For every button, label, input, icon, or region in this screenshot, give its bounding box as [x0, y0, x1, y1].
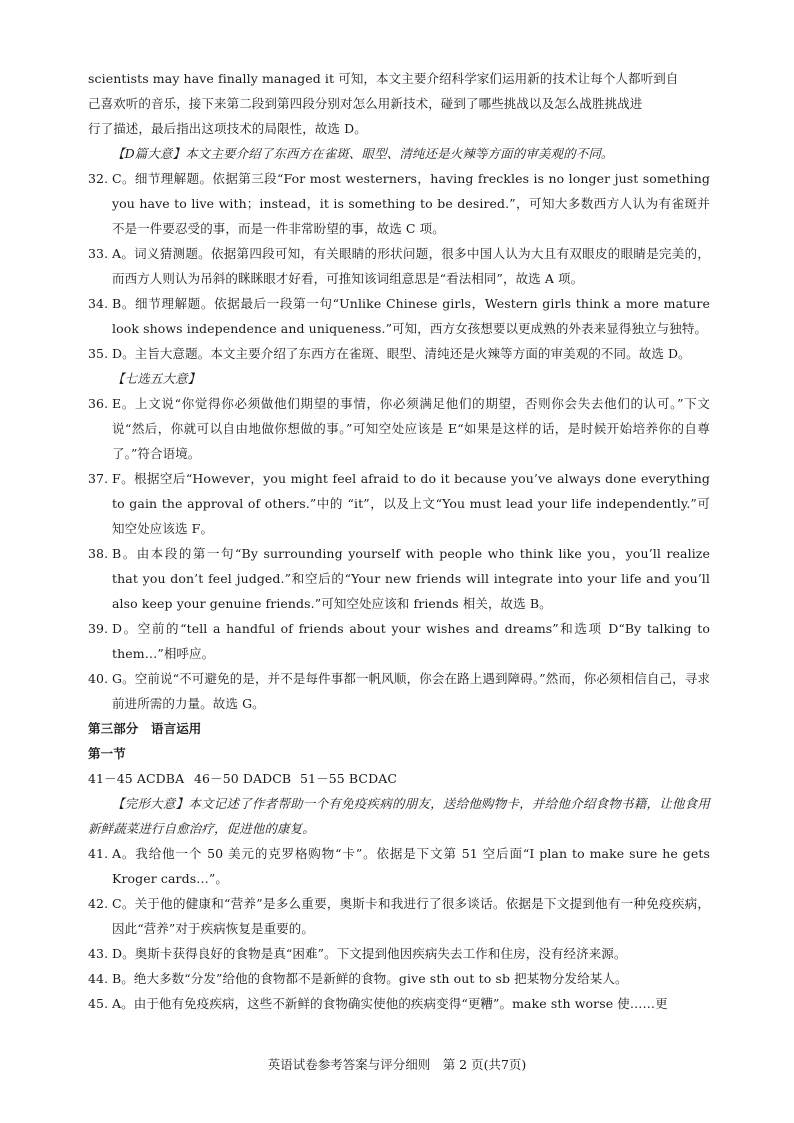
answer-explanation: D。空前的“tell a handful of friends about your wishes and dreams”和选项 D“By talking to them…”相呼应。	[112, 621, 710, 661]
document-body	[88, 66, 710, 1016]
answer-item	[88, 291, 710, 341]
answer-item	[88, 166, 710, 241]
answer-explanation: B。细节理解题。依据最后一段第一句“Unlike Chinese girls，Western girls think a more mature look shows independence and uniqueness.”可知，西方女孩想要以更成熟的外表来显得独立与独特。	[112, 296, 710, 336]
section-one-title: 第一节	[88, 746, 126, 761]
answer-item	[88, 616, 710, 666]
answer-explanation: C。关于他的健康和“营养”是多么重要，奥斯卡和我进行了很多谈话。依据是下文提到他有一种免疫疾病，因此“营养”对于疾病恢复是重要的。	[112, 896, 710, 936]
answer-group: 51－55 BCDAC	[300, 771, 397, 786]
question-number: 40.	[88, 671, 109, 686]
intro-line-3: 行了描述，最后指出这项技术的局限性，故选 D。	[88, 121, 367, 136]
question-number: 39.	[88, 621, 109, 636]
d-passage-summary: 【D篇大意】本文主要介绍了东西方在雀斑、眼型、清纯还是火辣等方面的审美观的不同。	[112, 146, 614, 161]
question-number: 33.	[88, 246, 109, 261]
answer-group: 46－50 DADCB	[194, 771, 292, 786]
question-number: 36.	[88, 396, 109, 411]
answer-explanation: D。奥斯卡获得良好的食物是真“困难”。下文提到他因疾病失去工作和住房，没有经济来源。	[112, 946, 627, 961]
question-number: 32.	[88, 171, 109, 186]
answer-explanation: C。细节理解题。依据第三段“For most westerners，having freckles is no longer just something you have to live with；instead，it is something to be desired.”，可知大多数西方人认为有雀斑并不是一件要忍受的事，而是一件非常盼望的事，故选 C 项。	[112, 171, 710, 236]
answer-item	[88, 666, 710, 716]
intro-line-2: 己喜欢听的音乐，接下来第二段到第四段分别对怎么用新技术，碰到了哪些挑战以及怎么战胜挑战进	[88, 96, 643, 111]
answer-group: 41－45 ACDBA	[88, 771, 185, 786]
page-footer: 英语试卷参考答案与评分细则 第 2 页(共7页)	[267, 1057, 527, 1072]
cloze-answer-key	[88, 766, 710, 791]
question-number: 37.	[88, 471, 109, 486]
answer-explanation: A。由于他有免疫疾病，这些不新鲜的食物确实使他的疾病变得“更糟”。make sth worse 使……更	[112, 996, 668, 1011]
question-number: 41.	[88, 846, 109, 861]
question-number: 38.	[88, 546, 109, 561]
answer-explanation: E。上文说“你觉得你必须做他们期望的事情，你必须满足他们的期望，否则你会失去他们的认可。”下文说“然后，你就可以自由地做你想做的事。”可知空处应该是 E“如果是这样的话，是时候开始培养你的自尊了。”符合语境。	[112, 396, 710, 461]
answer-item	[88, 966, 710, 991]
answer-item	[88, 941, 710, 966]
answer-explanation: B。由本段的第一句“By surrounding yourself with people who think like you，you’ll realize that you don’t feel judged.”和空后的“Your new friends will integrate into your life and you’ll also keep your genuine friends.”可知空处应该和 friends 相关，故选 B。	[112, 546, 710, 611]
cloze-summary: 【完形大意】本文记述了作者帮助一个有免疫疾病的朋友，送给他购物卡，并给他介绍食物书籍，让他食用新鲜蔬菜进行自愈治疗，促进他的康复。	[88, 796, 710, 836]
answer-explanation: A。词义猜测题。依据第四段可知，有关眼睛的形状问题，很多中国人认为大且有双眼皮的眼睛是完美的，而西方人则认为吊斜的眯眯眼才好看，可推知该词组意思是“看法相同”，故选 A 项。	[112, 246, 710, 286]
answer-explanation: B。绝大多数“分发”给他的食物都不是新鲜的食物。give sth out to sb 把某物分发给某人。	[112, 971, 628, 986]
question-number: 43.	[88, 946, 109, 961]
answer-item	[88, 466, 710, 541]
answer-explanation: F。根据空后“However，you might feel afraid to do it because you’ve always done everything to gain the approval of others.”中的 “it”，以及上文“You must lead your life independently.”可知空处应该选 F。	[112, 471, 710, 536]
answer-item	[88, 991, 710, 1016]
question-number: 44.	[88, 971, 109, 986]
question-number: 45.	[88, 996, 109, 1011]
answer-item	[88, 341, 710, 366]
intro-line-1: scientists may have finally managed it 可知，本文主要介绍科学家们运用新的技术让每个人都听到自	[88, 71, 679, 86]
answer-explanation: A。我给他一个 50 美元的克罗格购物“卡”。依据是下文第 51 空后面“I plan to make sure he gets Kroger cards…”。	[112, 846, 710, 886]
answer-item	[88, 891, 710, 941]
question-number: 42.	[88, 896, 109, 911]
question-number: 34.	[88, 296, 109, 311]
question-number: 35.	[88, 346, 109, 361]
answer-item	[88, 391, 710, 466]
answer-item	[88, 841, 710, 891]
answer-item	[88, 241, 710, 291]
answer-explanation: D。主旨大意题。本文主要介绍了东西方在雀斑、眼型、清纯还是火辣等方面的审美观的不同。故选 D。	[112, 346, 691, 361]
seven-choose-five-summary: 【七选五大意】	[112, 371, 201, 386]
answer-explanation: G。空前说“不可避免的是，并不是每件事都一帆风顺，你会在路上遇到障碍。”然而，你必须相信自己，寻求前进所需的力量。故选 G。	[112, 671, 710, 711]
answer-item	[88, 541, 710, 616]
part-three-title: 第三部分 语言运用	[88, 721, 202, 736]
